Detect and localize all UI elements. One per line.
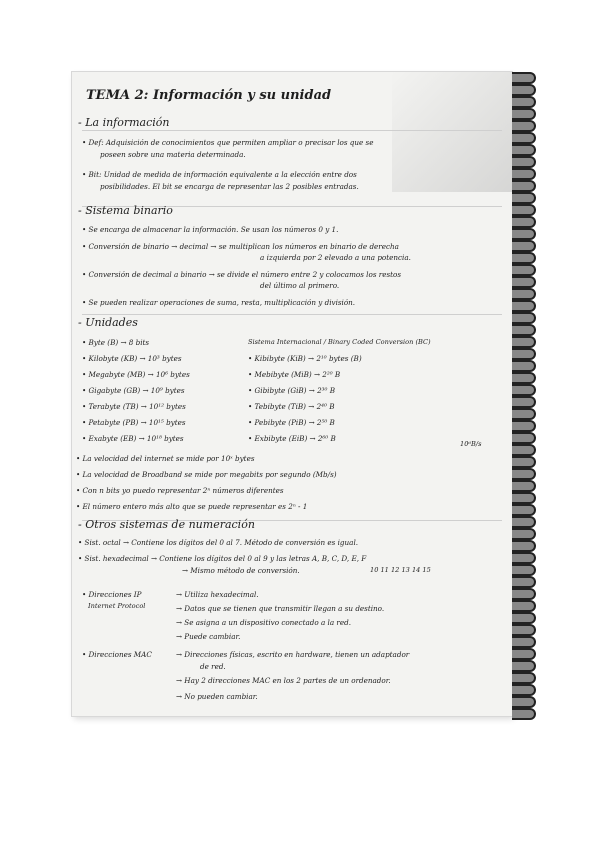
ip-line: → Puede cambiar. — [176, 632, 241, 641]
unidad-right: • Pebibyte (PiB) → 2⁵⁰ B — [248, 418, 335, 427]
unidad-left: • Byte (B) → 8 bits — [82, 338, 150, 347]
spiral-ring — [512, 480, 536, 492]
binario-line: • Se encarga de almacenar la información. Se usan los números 0 y 1. — [82, 225, 339, 234]
velocidad-line: • La velocidad de Broadband se mide por megabits por segundo (Mb/s) — [76, 470, 337, 479]
spiral-ring — [512, 540, 536, 552]
ip-line: → Se asigna a un dispositivo conectado a la red. — [176, 618, 351, 627]
spiral-ring — [512, 636, 536, 648]
spiral-ring — [512, 684, 536, 696]
spiral-ring — [512, 156, 536, 168]
spiral-ring — [512, 72, 536, 84]
spiral-ring — [512, 276, 536, 288]
spiral-ring — [512, 624, 536, 636]
binario-line: del último al primero. — [260, 281, 340, 290]
info-line: • Bit: Unidad de medida de información equivalente a la elección entre dos — [82, 170, 357, 179]
spiral-ring — [512, 264, 536, 276]
velocidad-note: 10⁶B/s — [460, 440, 482, 448]
spiral-ring — [512, 552, 536, 564]
spiral-ring — [512, 180, 536, 192]
unidad-left: • Kilobyte (KB) → 10³ bytes — [82, 354, 182, 363]
otros-line: • Sist. hexadecimal → Contiene los dígitos del 0 al 9 y las letras A, B, C, D, E, F — [78, 554, 367, 563]
otros-line: → Mismo método de conversión. — [182, 566, 300, 575]
mac-line: → No pueden cambiar. — [176, 692, 258, 701]
velocidad-line: • La velocidad del internet se mide por 10ˣ bytes — [76, 454, 255, 463]
ip-sub: Internet Protocol — [88, 602, 146, 610]
section-sistema-binario: - Sistema binario — [78, 204, 173, 217]
ip-line: → Utiliza hexadecimal. — [176, 590, 259, 599]
ip-line: → Datos que se tienen que transmitir llegan a su destino. — [176, 604, 385, 613]
section-informacion: - La información — [78, 116, 170, 129]
info-line: • Def: Adquisición de conocimientos que permiten ampliar o precisar los que se — [82, 138, 374, 147]
spiral-ring — [512, 396, 536, 408]
spiral-ring — [512, 384, 536, 396]
ruled-line — [82, 314, 502, 315]
spiral-ring — [512, 492, 536, 504]
spiral-ring — [512, 288, 536, 300]
spiral-ring — [512, 192, 536, 204]
spiral-ring — [512, 696, 536, 708]
unidad-right: • Exbibyte (EiB) → 2⁶⁰ B — [248, 434, 336, 443]
unidad-left: • Megabyte (MB) → 10⁶ bytes — [82, 370, 190, 379]
unidad-left: • Gigabyte (GB) → 10⁹ bytes — [82, 386, 185, 395]
spiral-ring — [512, 528, 536, 540]
spiral-ring — [512, 576, 536, 588]
spiral-ring — [512, 432, 536, 444]
spiral-ring — [512, 660, 536, 672]
spiral-ring — [512, 456, 536, 468]
mac-label: • Direcciones MAC — [82, 650, 152, 659]
spiral-ring — [512, 216, 536, 228]
spiral-ring — [512, 228, 536, 240]
spiral-ring — [512, 336, 536, 348]
binario-line: a izquierda por 2 elevado a una potencia. — [260, 253, 411, 262]
spiral-ring — [512, 168, 536, 180]
velocidad-line: • El número entero más alto que se puede representar es 2ⁿ - 1 — [76, 502, 308, 511]
spiral-ring — [512, 252, 536, 264]
mac-line: de red. — [200, 662, 226, 671]
info-line: posibilidades. El bit se encarga de representar las 2 posibles entradas. — [100, 182, 359, 191]
spiral-ring — [512, 588, 536, 600]
spiral-binding — [512, 72, 536, 722]
section-unidades: - Unidades — [78, 316, 138, 329]
spiral-ring — [512, 516, 536, 528]
spiral-ring — [512, 672, 536, 684]
unidades-header-right: Sistema Internacional / Binary Coded Conversion (BC) — [248, 338, 431, 346]
unidad-right: • Kibibyte (KiB) → 2¹⁰ bytes (B) — [248, 354, 362, 363]
spiral-ring — [512, 372, 536, 384]
mac-line: → Hay 2 direcciones MAC en los 2 partes de un ordenador. — [176, 676, 391, 685]
spiral-ring — [512, 348, 536, 360]
page-title: TEMA 2: Información y su unidad — [86, 88, 332, 103]
spiral-ring — [512, 408, 536, 420]
unidad-right: • Tebibyte (TiB) → 2⁴⁰ B — [248, 402, 335, 411]
unidad-left: • Exabyte (EB) → 10¹⁸ bytes — [82, 434, 184, 443]
binario-line: • Conversión de binario → decimal → se multiplican los números en binario de derecha — [82, 242, 399, 251]
spiral-ring — [512, 444, 536, 456]
binario-line: • Se pueden realizar operaciones de suma, resta, multiplicación y división. — [82, 298, 356, 307]
spiral-ring — [512, 120, 536, 132]
spiral-ring — [512, 312, 536, 324]
spiral-ring — [512, 648, 536, 660]
ip-label: • Direcciones IP — [82, 590, 142, 599]
spiral-ring — [512, 504, 536, 516]
velocidad-line: • Con n bits yo puedo representar 2ⁿ números diferentes — [76, 486, 284, 495]
binario-line: • Conversión de decimal a binario → se divide el número entre 2 y colocamos los restos — [82, 270, 402, 279]
spiral-ring — [512, 468, 536, 480]
spiral-ring — [512, 144, 536, 156]
otros-line: • Sist. octal → Contiene los dígitos del 0 al 7. Método de conversión es igual. — [78, 538, 359, 547]
spiral-ring — [512, 300, 536, 312]
spiral-ring — [512, 564, 536, 576]
unidad-left: • Terabyte (TB) → 10¹² bytes — [82, 402, 186, 411]
unidad-left: • Petabyte (PB) → 10¹⁵ bytes — [82, 418, 186, 427]
ruled-line — [82, 130, 502, 131]
page-shadow — [392, 72, 512, 192]
spiral-ring — [512, 324, 536, 336]
notebook-page — [72, 72, 512, 716]
spiral-ring — [512, 240, 536, 252]
spiral-ring — [512, 132, 536, 144]
spiral-ring — [512, 612, 536, 624]
section-otros-sistemas: - Otros sistemas de numeración — [78, 518, 255, 531]
unidad-right: • Gibibyte (GiB) → 2³⁰ B — [248, 386, 335, 395]
info-line: poseen sobre una materia determinada. — [100, 150, 246, 159]
unidad-right: • Mebibyte (MiB) → 2²⁰ B — [248, 370, 341, 379]
spiral-ring — [512, 108, 536, 120]
spiral-ring — [512, 84, 536, 96]
mac-line: → Direcciones físicas, escrito en hardware, tienen un adaptador — [176, 650, 410, 659]
spiral-ring — [512, 360, 536, 372]
spiral-ring — [512, 420, 536, 432]
spiral-ring — [512, 204, 536, 216]
spiral-ring — [512, 600, 536, 612]
spiral-ring — [512, 708, 536, 720]
spiral-ring — [512, 96, 536, 108]
hex-values: 10 11 12 13 14 15 — [370, 566, 431, 574]
